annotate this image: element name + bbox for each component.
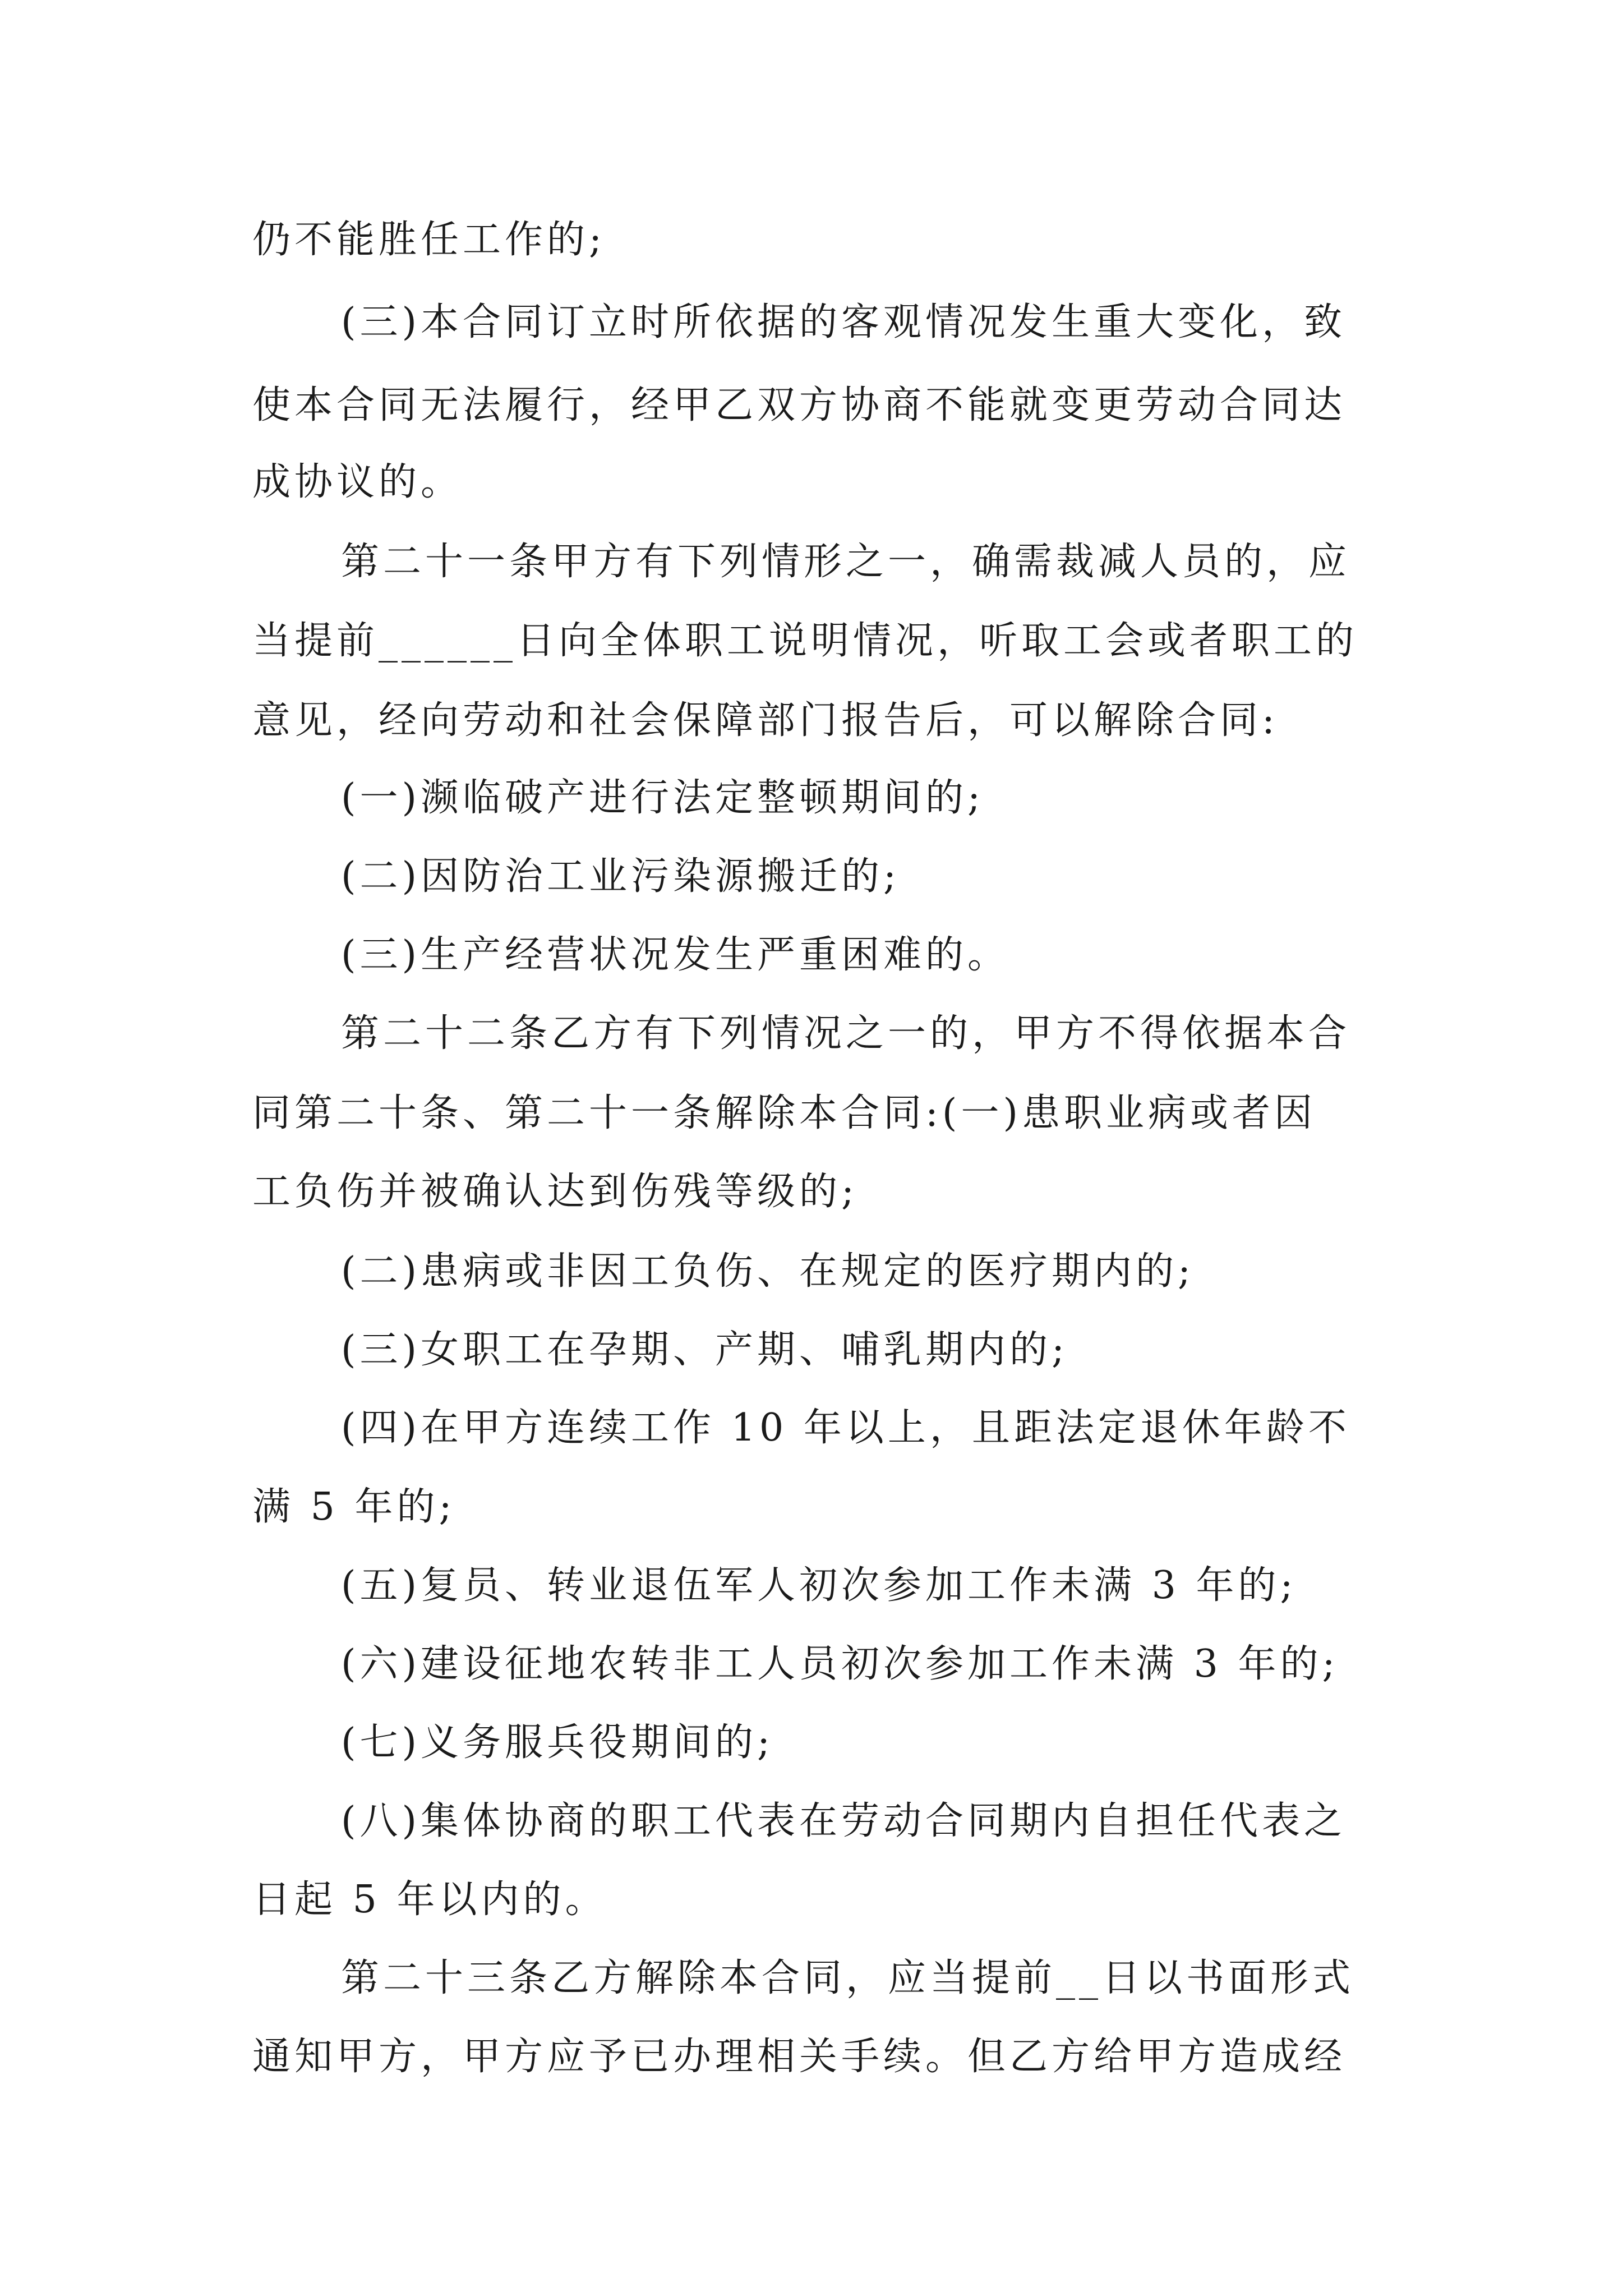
text-line: (一)濒临破产进行法定整顿期间的; <box>341 776 984 820</box>
text-line: (二)患病或非因工负伤、在规定的医疗期内的; <box>341 1249 1195 1294</box>
text-line: (八)集体协商的职工代表在劳动合同期内自担任代表之 <box>341 1799 1347 1843</box>
text-line: 意见，经向劳动和社会保障部门报告后，可以解除合同: <box>252 698 1279 743</box>
text-line: 成协议的。 <box>252 460 463 504</box>
text-line: 通知甲方，甲方应予已办理相关手续。但乙方给甲方造成经 <box>252 2035 1347 2079</box>
text-line: (六)建设征地农转非工人员初次参加工作未满 3 年的; <box>341 1642 1339 1686</box>
text-line: (三)生产经营状况发生严重困难的。 <box>341 933 1010 977</box>
text-line: 使本合同无法履行，经甲乙双方协商不能就变更劳动合同达 <box>252 383 1347 427</box>
text-line: 第二十一条甲方有下列情形之一，确需裁减人员的，应 <box>341 540 1351 584</box>
text-line: (七)义务服兵役期间的; <box>341 1720 774 1765</box>
text-line: 第二十二条乙方有下列情况之一的，甲方不得依据本合 <box>341 1011 1351 1056</box>
text-line: 当提前______日向全体职工说明情况，听取工会或者职工的 <box>252 619 1358 663</box>
text-line: (四)在甲方连续工作 10 年以上，且距法定退休年龄不 <box>341 1406 1350 1450</box>
text-line: 日起 5 年以内的。 <box>252 1878 607 1922</box>
text-line: 第二十三条乙方解除本合同，应当提前__日以书面形式 <box>341 1956 1355 2000</box>
text-line: 满 5 年的; <box>252 1485 456 1529</box>
text-line: 工负伤并被确认达到伤残等级的; <box>252 1170 858 1214</box>
text-line: (五)复员、转业退伍军人初次参加工作未满 3 年的; <box>341 1563 1297 1608</box>
text-line: (三)女职工在孕期、产期、哺乳期内的; <box>341 1328 1068 1372</box>
text-line: (二)因防治工业污染源搬迁的; <box>341 854 900 899</box>
text-line: 仍不能胜任工作的; <box>252 218 606 262</box>
text-line: 同第二十条、第二十一条解除本合同:(一)患职业病或者因 <box>252 1091 1316 1135</box>
text-line: (三)本合同订立时所依据的客观情况发生重大变化，致 <box>341 300 1347 344</box>
